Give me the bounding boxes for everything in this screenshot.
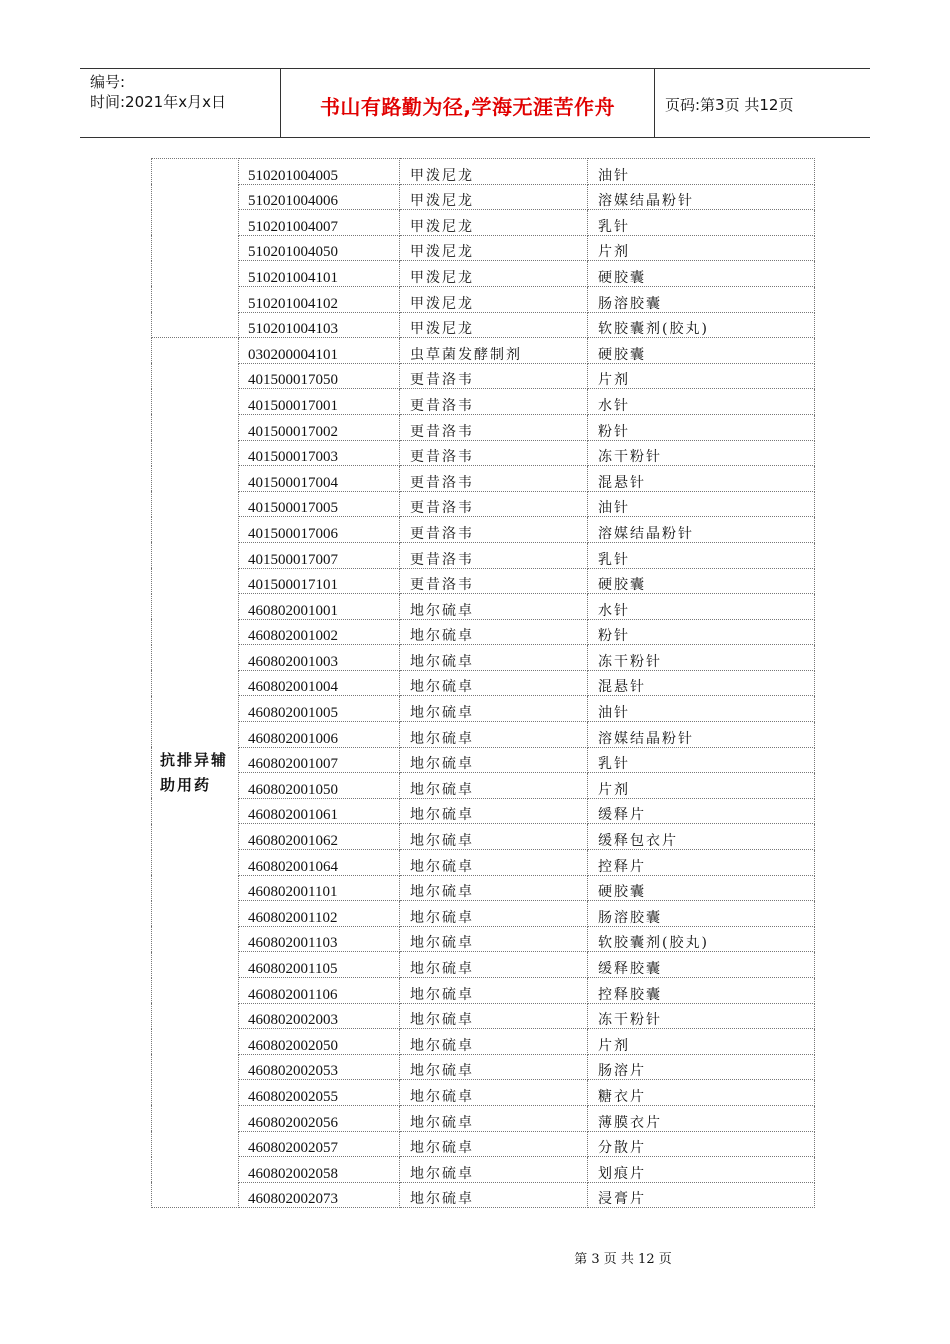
dosage-form-cell: 片剂 <box>588 235 815 261</box>
drug-code-cell: 460802001101 <box>239 875 400 901</box>
drug-name-cell: 地尔硫卓 <box>400 1131 588 1157</box>
drug-code-cell: 510201004007 <box>239 210 400 236</box>
drug-name-cell: 地尔硫卓 <box>400 594 588 620</box>
dosage-form-cell: 乳针 <box>588 210 815 236</box>
table-row <box>152 722 815 748</box>
drug-name-cell: 地尔硫卓 <box>400 1054 588 1080</box>
drug-code-cell: 460802001001 <box>239 594 400 620</box>
drug-name-cell: 地尔硫卓 <box>400 722 588 748</box>
drug-name-cell: 更昔洛韦 <box>400 568 588 594</box>
table-row <box>152 747 815 773</box>
header-motto-cell <box>281 69 655 137</box>
drug-code-cell: 460802002073 <box>239 1182 400 1208</box>
dosage-form-cell: 硬胶囊 <box>588 338 815 364</box>
table-row <box>152 466 815 492</box>
table-row <box>152 1029 815 1055</box>
header-page-cell <box>655 69 870 137</box>
dosage-form-cell: 缓释胶囊 <box>588 952 815 978</box>
dosage-form-cell: 油针 <box>588 696 815 722</box>
drug-name-cell: 更昔洛韦 <box>400 517 588 543</box>
dosage-form-cell: 片剂 <box>588 363 815 389</box>
dosage-form-cell: 软胶囊剂(胶丸) <box>588 926 815 952</box>
drug-name-cell: 地尔硫卓 <box>400 824 588 850</box>
drug-code-cell: 460802001061 <box>239 798 400 824</box>
dosage-form-cell: 划痕片 <box>588 1157 815 1183</box>
dosage-form-cell: 软胶囊剂(胶丸) <box>588 312 815 338</box>
drug-code-cell: 460802001102 <box>239 901 400 927</box>
table-row <box>152 389 815 415</box>
drug-name-cell: 地尔硫卓 <box>400 798 588 824</box>
table-row <box>152 670 815 696</box>
table-row <box>152 414 815 440</box>
drug-code-cell: 460802001103 <box>239 926 400 952</box>
drug-name-cell: 地尔硫卓 <box>400 747 588 773</box>
drug-code-cell: 460802001003 <box>239 645 400 671</box>
drug-table <box>151 158 815 1208</box>
category-cell <box>152 159 239 338</box>
table-row <box>152 1157 815 1183</box>
table-row <box>152 286 815 312</box>
drug-code-cell: 401500017050 <box>239 363 400 389</box>
table-row <box>152 901 815 927</box>
table-row <box>152 210 815 236</box>
dosage-form-cell: 硬胶囊 <box>588 568 815 594</box>
drug-name-cell: 地尔硫卓 <box>400 645 588 671</box>
table-row <box>152 952 815 978</box>
drug-code-cell: 401500017003 <box>239 440 400 466</box>
drug-name-cell: 虫草菌发酵制剂 <box>400 338 588 364</box>
table-row <box>152 1003 815 1029</box>
table-row <box>152 875 815 901</box>
drug-code-cell: 460802002050 <box>239 1029 400 1055</box>
table-row <box>152 440 815 466</box>
dosage-form-cell: 溶媒结晶粉针 <box>588 722 815 748</box>
table-row <box>152 312 815 338</box>
drug-code-cell: 460802001106 <box>239 978 400 1004</box>
category-cell: 抗排异辅助用药 <box>152 338 239 1208</box>
dosage-form-cell: 控释胶囊 <box>588 978 815 1004</box>
dosage-form-cell: 肠溶胶囊 <box>588 286 815 312</box>
table-row <box>152 491 815 517</box>
drug-name-cell: 甲泼尼龙 <box>400 210 588 236</box>
drug-name-cell: 更昔洛韦 <box>400 414 588 440</box>
dosage-form-cell: 缓释片 <box>588 798 815 824</box>
drug-name-cell: 地尔硫卓 <box>400 1182 588 1208</box>
drug-name-cell: 更昔洛韦 <box>400 491 588 517</box>
drug-name-cell: 更昔洛韦 <box>400 389 588 415</box>
drug-code-cell: 401500017006 <box>239 517 400 543</box>
drug-name-cell: 更昔洛韦 <box>400 466 588 492</box>
drug-code-cell: 460802001105 <box>239 952 400 978</box>
dosage-form-cell: 冻干粉针 <box>588 645 815 671</box>
dosage-form-cell: 肠溶胶囊 <box>588 901 815 927</box>
document-date: 时间:2021年x月x日 <box>90 93 226 111</box>
table-row <box>152 798 815 824</box>
dosage-form-cell: 冻干粉针 <box>588 440 815 466</box>
table-row <box>152 517 815 543</box>
table-row <box>152 1182 815 1208</box>
drug-name-cell: 更昔洛韦 <box>400 542 588 568</box>
table-row <box>152 1054 815 1080</box>
table-row <box>152 926 815 952</box>
drug-name-cell: 地尔硫卓 <box>400 1003 588 1029</box>
dosage-form-cell: 肠溶片 <box>588 1054 815 1080</box>
header-motto: 书山有路勤为径,学海无涯苦作舟 <box>319 95 616 119</box>
drug-name-cell: 地尔硫卓 <box>400 619 588 645</box>
table-row <box>152 235 815 261</box>
document-number: 编号: <box>90 73 126 91</box>
dosage-form-cell: 水针 <box>588 389 815 415</box>
header-page-number: 页码:第3页 共12页 <box>665 96 794 114</box>
table-row <box>152 261 815 287</box>
drug-name-cell: 地尔硫卓 <box>400 773 588 799</box>
dosage-form-cell: 水针 <box>588 594 815 620</box>
drug-code-cell: 460802001064 <box>239 850 400 876</box>
drug-name-cell: 更昔洛韦 <box>400 440 588 466</box>
drug-code-cell: 460802001006 <box>239 722 400 748</box>
table-row <box>152 184 815 210</box>
dosage-form-cell: 油针 <box>588 159 815 185</box>
dosage-form-cell: 溶媒结晶粉针 <box>588 517 815 543</box>
table-row <box>152 568 815 594</box>
dosage-form-cell: 溶媒结晶粉针 <box>588 184 815 210</box>
drug-name-cell: 地尔硫卓 <box>400 1029 588 1055</box>
dosage-form-cell: 硬胶囊 <box>588 875 815 901</box>
dosage-form-cell: 粉针 <box>588 619 815 645</box>
table-row <box>152 1105 815 1131</box>
dosage-form-cell: 冻干粉针 <box>588 1003 815 1029</box>
drug-code-cell: 460802001062 <box>239 824 400 850</box>
drug-name-cell: 地尔硫卓 <box>400 926 588 952</box>
page-header <box>80 68 870 138</box>
drug-code-cell: 460802001050 <box>239 773 400 799</box>
drug-code-cell: 401500017101 <box>239 568 400 594</box>
drug-name-cell: 地尔硫卓 <box>400 1157 588 1183</box>
dosage-form-cell: 控释片 <box>588 850 815 876</box>
table-row <box>152 542 815 568</box>
drug-table-body <box>152 159 815 1208</box>
drug-code-cell: 460802002056 <box>239 1105 400 1131</box>
drug-code-cell: 401500017004 <box>239 466 400 492</box>
dosage-form-cell: 缓释包衣片 <box>588 824 815 850</box>
drug-code-cell: 510201004006 <box>239 184 400 210</box>
drug-name-cell: 地尔硫卓 <box>400 1080 588 1106</box>
drug-name-cell: 甲泼尼龙 <box>400 286 588 312</box>
dosage-form-cell: 粉针 <box>588 414 815 440</box>
drug-code-cell: 510201004101 <box>239 261 400 287</box>
drug-name-cell: 甲泼尼龙 <box>400 159 588 185</box>
dosage-form-cell: 分散片 <box>588 1131 815 1157</box>
drug-code-cell: 460802002003 <box>239 1003 400 1029</box>
drug-name-cell: 地尔硫卓 <box>400 952 588 978</box>
drug-name-cell: 地尔硫卓 <box>400 1105 588 1131</box>
dosage-form-cell: 糖衣片 <box>588 1080 815 1106</box>
page-footer: 第 3 页 共 12 页 <box>574 1252 672 1267</box>
drug-name-cell: 甲泼尼龙 <box>400 312 588 338</box>
drug-name-cell: 地尔硫卓 <box>400 875 588 901</box>
drug-code-cell: 460802001007 <box>239 747 400 773</box>
table-row <box>152 824 815 850</box>
dosage-form-cell: 浸膏片 <box>588 1182 815 1208</box>
drug-name-cell: 甲泼尼龙 <box>400 184 588 210</box>
dosage-form-cell: 片剂 <box>588 773 815 799</box>
drug-name-cell: 地尔硫卓 <box>400 978 588 1004</box>
drug-code-cell: 030200004101 <box>239 338 400 364</box>
header-info-cell <box>80 69 281 137</box>
dosage-form-cell: 混悬针 <box>588 670 815 696</box>
drug-code-cell: 510201004102 <box>239 286 400 312</box>
drug-code-cell: 510201004050 <box>239 235 400 261</box>
drug-code-cell: 460802001004 <box>239 670 400 696</box>
drug-name-cell: 甲泼尼龙 <box>400 261 588 287</box>
table-row <box>152 594 815 620</box>
table-row <box>152 1131 815 1157</box>
dosage-form-cell: 乳针 <box>588 542 815 568</box>
table-row <box>152 978 815 1004</box>
drug-code-cell: 510201004103 <box>239 312 400 338</box>
drug-code-cell: 460802002057 <box>239 1131 400 1157</box>
table-row <box>152 1080 815 1106</box>
table-row <box>152 363 815 389</box>
drug-name-cell: 地尔硫卓 <box>400 670 588 696</box>
table-row <box>152 645 815 671</box>
drug-code-cell: 460802002058 <box>239 1157 400 1183</box>
drug-code-cell: 401500017005 <box>239 491 400 517</box>
table-row <box>152 619 815 645</box>
dosage-form-cell: 薄膜衣片 <box>588 1105 815 1131</box>
drug-code-cell: 460802001005 <box>239 696 400 722</box>
drug-name-cell: 更昔洛韦 <box>400 363 588 389</box>
drug-name-cell: 地尔硫卓 <box>400 850 588 876</box>
drug-name-cell: 地尔硫卓 <box>400 901 588 927</box>
drug-name-cell: 地尔硫卓 <box>400 696 588 722</box>
drug-code-cell: 401500017001 <box>239 389 400 415</box>
drug-name-cell: 甲泼尼龙 <box>400 235 588 261</box>
drug-code-cell: 401500017007 <box>239 542 400 568</box>
dosage-form-cell: 片剂 <box>588 1029 815 1055</box>
dosage-form-cell: 混悬针 <box>588 466 815 492</box>
drug-code-cell: 460802002055 <box>239 1080 400 1106</box>
drug-code-cell: 460802001002 <box>239 619 400 645</box>
dosage-form-cell: 油针 <box>588 491 815 517</box>
drug-code-cell: 401500017002 <box>239 414 400 440</box>
table-row <box>152 696 815 722</box>
table-row <box>152 159 815 185</box>
dosage-form-cell: 硬胶囊 <box>588 261 815 287</box>
table-row <box>152 850 815 876</box>
dosage-form-cell: 乳针 <box>588 747 815 773</box>
table-row <box>152 773 815 799</box>
drug-code-cell: 460802002053 <box>239 1054 400 1080</box>
table-row <box>152 338 815 364</box>
drug-code-cell: 510201004005 <box>239 159 400 185</box>
